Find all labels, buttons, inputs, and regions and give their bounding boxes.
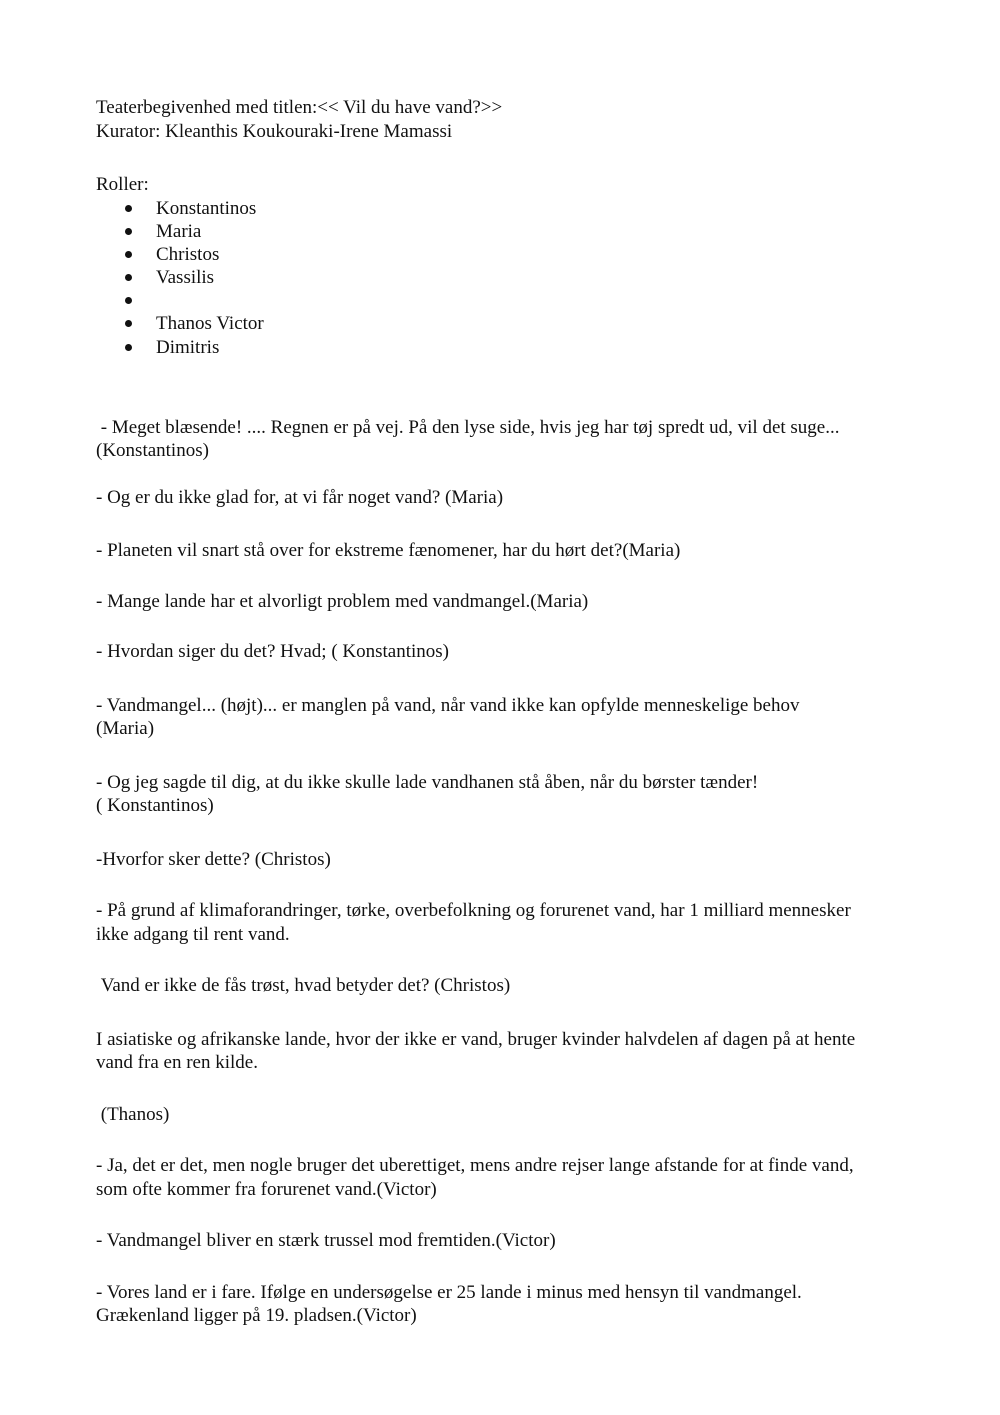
dialogue-paragraph [96, 486, 916, 510]
dialogue [96, 416, 916, 1328]
dialogue-line: - Mange lande har et alvorligt problem med vandmangel.(Maria) [96, 590, 589, 612]
dialogue-paragraph [96, 848, 916, 872]
role-name: Christos [156, 243, 220, 265]
dialogue-paragraph [96, 974, 916, 998]
document-page [96, 96, 916, 1328]
role-name: Maria [156, 220, 202, 242]
dialogue-line: - Hvordan siger du det? Hvad; ( Konstantinos) [96, 641, 450, 663]
role-name: Dimitris [156, 336, 220, 358]
role-name: Konstantinos [156, 197, 257, 219]
event-title: Teaterbegivenhed med titlen:<< Vil du have vand?>> [96, 97, 503, 118]
dialogue-paragraph [96, 1028, 916, 1075]
bullet-icon [125, 344, 132, 351]
role-item [96, 336, 916, 359]
dialogue-line: vand fra en ren kilde. [96, 1052, 258, 1074]
dialogue-line: - Ja, det er det, men nogle bruger det uberettiget, mens andre rejser lange afstande for at finde vand, [96, 1155, 854, 1177]
bullet-icon [125, 251, 132, 258]
bullet-icon [125, 297, 132, 304]
dialogue-line: (Thanos) [96, 1103, 170, 1125]
dialogue-line: Vand er ikke de fås trøst, hvad betyder det? (Christos) [96, 975, 511, 997]
role-name: Vassilis [156, 267, 215, 289]
dialogue-paragraph [96, 416, 916, 463]
role-item [96, 243, 916, 266]
dialogue-line: ( Konstantinos) [96, 795, 214, 817]
roles-title: Roller: [96, 174, 149, 195]
dialogue-paragraph [96, 640, 916, 664]
dialogue-line: (Konstantinos) [96, 440, 209, 462]
dialogue-paragraph [96, 1103, 916, 1127]
dialogue-paragraph [96, 590, 916, 614]
dialogue-paragraph [96, 1229, 916, 1253]
dialogue-line: som ofte kommer fra forurenet vand.(Victor) [96, 1178, 437, 1200]
dialogue-line: ikke adgang til rent vand. [96, 923, 290, 945]
dialogue-line: - Vandmangel... (højt)... er manglen på vand, når vand ikke kan opfylde menneskelige behov [96, 694, 800, 716]
dialogue-line: - På grund af klimaforandringer, tørke, overbefolkning og forurenet vand, har 1 milliard mennesker [96, 900, 851, 922]
bullet-icon [125, 320, 132, 327]
dialogue-line: - Vores land er i fare. Ifølge en undersøgelse er 25 lande i minus med hensyn til vandmangel. [96, 1281, 802, 1303]
dialogue-paragraph [96, 1281, 916, 1328]
dialogue-line: -Hvorfor sker dette? (Christos) [96, 848, 331, 870]
dialogue-line: (Maria) [96, 718, 155, 740]
curator-line: Kurator: Kleanthis Koukouraki-Irene Mamassi [96, 120, 453, 142]
role-item [96, 266, 916, 289]
dialogue-paragraph [96, 694, 916, 741]
dialogue-paragraph [96, 771, 916, 818]
dialogue-paragraph [96, 1154, 916, 1201]
roles-list [96, 197, 916, 359]
dialogue-line: - Vandmangel bliver en stærk trussel mod fremtiden.(Victor) [96, 1230, 556, 1252]
role-item [96, 289, 916, 312]
role-item [96, 220, 916, 243]
dialogue-line: Grækenland ligger på 19. pladsen.(Victor) [96, 1305, 417, 1327]
role-item [96, 312, 916, 335]
dialogue-line: - Planeten vil snart stå over for ekstreme fænomener, har du hørt det?(Maria) [96, 540, 681, 562]
dialogue-paragraph [96, 899, 916, 946]
bullet-icon [125, 205, 132, 212]
document-header [96, 96, 916, 143]
role-item [96, 197, 916, 220]
bullet-icon [125, 228, 132, 235]
dialogue-line: - Og er du ikke glad for, at vi får noget vand? (Maria) [96, 486, 504, 508]
role-name: Thanos Victor [156, 313, 264, 335]
bullet-icon [125, 274, 132, 281]
dialogue-line: - Meget blæsende! .... Regnen er på vej. På den lyse side, hvis jeg har tøj spredt ud, vil det suge... [96, 416, 840, 438]
dialogue-line: - Og jeg sagde til dig, at du ikke skulle lade vandhanen stå åben, når du børster tænder! [96, 771, 759, 793]
dialogue-line: I asiatiske og afrikanske lande, hvor der ikke er vand, bruger kvinder halvdelen af dagen på at hente [96, 1028, 856, 1050]
dialogue-paragraph [96, 539, 916, 563]
